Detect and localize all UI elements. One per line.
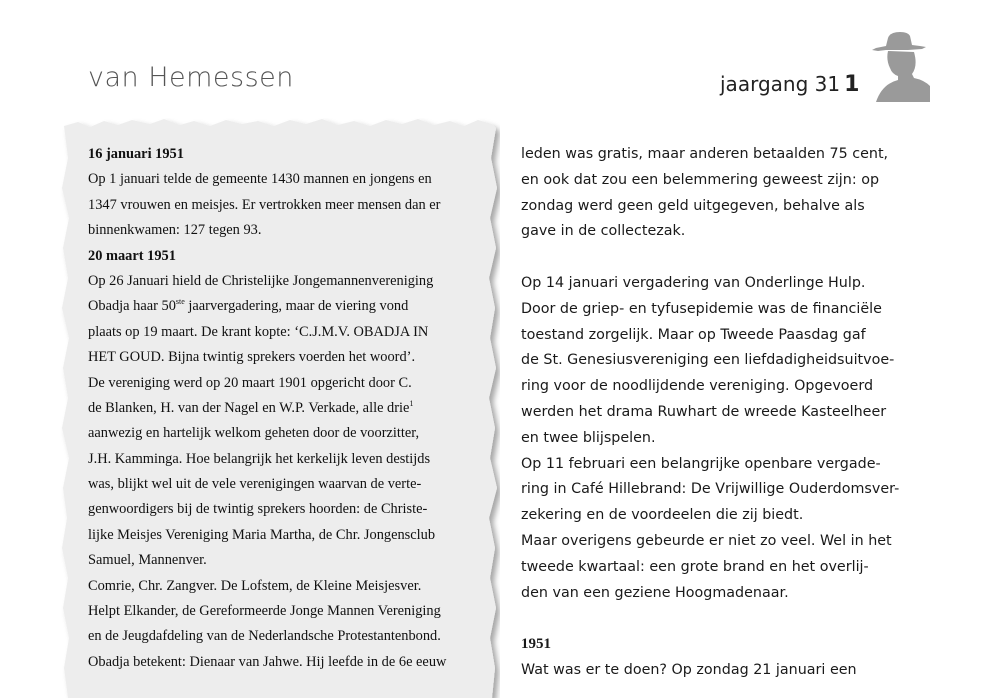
text-run: genwoordigers bij de twintig sprekers hoorden: de Christe- xyxy=(88,501,428,518)
man-with-hat-silhouette-icon xyxy=(868,30,930,102)
text-line xyxy=(521,219,921,245)
text-line xyxy=(521,297,921,323)
text-run: Op 26 Januari hield de Christelijke Jongemannenvereniging xyxy=(88,272,434,289)
text-line xyxy=(88,523,488,548)
text-run: 20 maart 1951 xyxy=(88,247,176,264)
section-heading xyxy=(88,142,488,167)
text-run: toestand zorgelijk. Maar op Tweede Paasdag gaf xyxy=(521,326,866,343)
text-run: tweede kwartaal: een grote brand en het overlij- xyxy=(521,558,869,575)
text-line xyxy=(88,472,488,497)
section-heading xyxy=(521,632,921,658)
superscript: 1 xyxy=(409,399,414,409)
text-run: 1347 vrouwen en meisjes. Er vertrokken meer mensen dan er xyxy=(88,196,441,213)
text-run: aanwezig en hartelijk welkom geheten door de voorzitter, xyxy=(88,425,420,442)
text-run: Wat was er te doen? Op zondag 21 januari een xyxy=(521,661,857,678)
text-run: was, blijkt wel uit de vele verenigingen waarvan de verte- xyxy=(88,476,422,493)
text-line xyxy=(88,497,488,522)
text-run: lijke Meisjes Vereniging Maria Martha, de Chr. Jongensclub xyxy=(88,526,436,543)
text-run: Obadja betekent: Dienaar van Jahwe. Hij leefde in de 6e eeuw xyxy=(88,653,447,670)
text-run: en ook dat zou een belemmering geweest zijn: op xyxy=(521,171,880,188)
text-line xyxy=(521,581,921,607)
text-run: J.H. Kamminga. Hoe belangrijk het kerkelijk leven destijds xyxy=(88,450,431,467)
text-run: Door de griep- en tyfusepidemie was de financiële xyxy=(521,300,882,317)
text-run: HET GOUD. Bijna twintig sprekers voerden het woord’. xyxy=(88,349,416,366)
text-line xyxy=(521,374,921,400)
text-run: den van een geziene Hoogmadenaar. xyxy=(521,584,789,601)
text-line xyxy=(521,271,921,297)
text-line xyxy=(521,194,921,220)
page-author: van Hemessen xyxy=(88,62,294,93)
text-line xyxy=(521,168,921,194)
text-line xyxy=(88,421,488,446)
superscript: ste xyxy=(175,297,185,307)
text-run: Helpt Elkander, de Gereformeerde Jonge Mannen Vereniging xyxy=(88,603,441,620)
text-line xyxy=(88,574,488,599)
text-run: Op 14 januari vergadering van Onderlinge Hulp. xyxy=(521,274,866,291)
text-line xyxy=(88,447,488,472)
text-line xyxy=(88,650,488,675)
text-line xyxy=(88,167,488,192)
volume-indicator xyxy=(720,72,859,97)
left-column-text xyxy=(88,142,488,675)
text-run: De vereniging werd op 20 maart 1901 opgericht door C. xyxy=(88,374,412,391)
text-line xyxy=(521,348,921,374)
paragraph-gap xyxy=(521,606,921,632)
text-line xyxy=(521,452,921,478)
text-line xyxy=(88,193,488,218)
text-run: ring voor de noodlijdende vereniging. Opgevoerd xyxy=(521,378,874,395)
text-run: de St. Genesiusvereniging een liefdadigheidsuitvoe- xyxy=(521,352,895,369)
text-run: Obadja haar 50 xyxy=(88,298,176,315)
text-run: zekering en de voordeelen die zij biedt. xyxy=(521,507,804,524)
volume-label: jaargang 31 xyxy=(720,72,841,96)
text-run: jaarvergadering, maar de viering vond xyxy=(184,298,409,315)
section-heading xyxy=(88,244,488,269)
text-run: Op 1 januari telde de gemeente 1430 mannen en jongens en xyxy=(88,171,432,188)
text-run: gave in de collectezak. xyxy=(521,223,686,240)
text-run: Maar overigens gebeurde er niet zo veel. Wel in het xyxy=(521,532,892,549)
text-run: de Blanken, H. van der Nagel en W.P. Verkade, alle drie xyxy=(88,399,410,416)
text-run: leden was gratis, maar anderen betaalden 75 cent, xyxy=(521,146,889,162)
text-run: 1951 xyxy=(521,636,551,653)
text-run: ring in Café Hillebrand: De Vrijwillige Ouderdomsver- xyxy=(521,481,900,498)
text-run: 16 januari 1951 xyxy=(88,146,184,162)
text-line xyxy=(88,269,488,294)
text-line xyxy=(521,477,921,503)
text-line xyxy=(521,142,921,168)
text-run: Op 11 februari een belangrijke openbare vergade- xyxy=(521,455,881,472)
text-run: werden het drama Ruwhart de wreede Kasteelheer xyxy=(521,403,887,420)
text-line xyxy=(88,371,488,396)
text-run: Comrie, Chr. Zangver. De Lofstem, de Kleine Meisjesver. xyxy=(88,577,422,594)
paragraph-gap xyxy=(521,245,921,271)
text-line xyxy=(521,400,921,426)
text-line xyxy=(88,548,488,573)
text-line xyxy=(521,323,921,349)
text-run: zondag werd geen geld uitgegeven, behalve als xyxy=(521,197,865,214)
text-line xyxy=(521,529,921,555)
text-line xyxy=(88,320,488,345)
volume-number: 1 xyxy=(844,72,860,97)
text-line xyxy=(88,294,488,319)
text-run: en de Jeugdafdeling van de Nederlandsche Protestantenbond. xyxy=(88,628,441,645)
text-line xyxy=(88,624,488,649)
text-run: binnenkwamen: 127 tegen 93. xyxy=(88,222,262,239)
text-line xyxy=(88,396,488,421)
text-run: Samuel, Mannenver. xyxy=(88,552,207,569)
text-line xyxy=(521,555,921,581)
text-run: en twee blijspelen. xyxy=(521,429,656,446)
text-line xyxy=(521,426,921,452)
text-run: plaats op 19 maart. De krant kopte: ‘C.J.M.V. OBADJA IN xyxy=(88,323,429,340)
text-line xyxy=(88,345,488,370)
right-column-text xyxy=(521,142,921,684)
text-line xyxy=(88,599,488,624)
text-line xyxy=(521,503,921,529)
text-line xyxy=(88,218,488,243)
